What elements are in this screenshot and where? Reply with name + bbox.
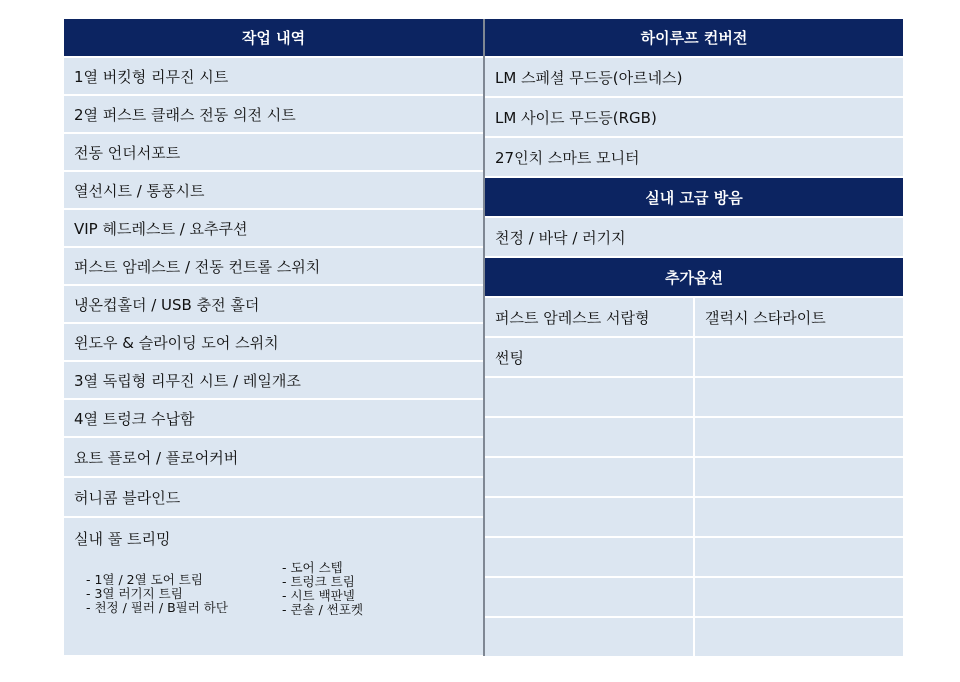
work-item: 4열 트렁크 수납함 <box>64 400 483 438</box>
option-cell <box>485 538 693 576</box>
option-cell <box>485 458 693 496</box>
work-item: 요트 플로어 / 플로어커버 <box>64 438 483 478</box>
work-item: VIP 헤드레스트 / 요추쿠션 <box>64 210 483 248</box>
work-item: 윈도우 & 슬라이딩 도어 스위치 <box>64 324 483 362</box>
option-row <box>485 458 903 498</box>
option-cell <box>695 458 903 496</box>
conversion-item: 27인치 스마트 모니터 <box>485 138 903 176</box>
option-row <box>485 618 903 658</box>
trim-list-2 <box>282 561 363 617</box>
trim-item: - 도어 스텝 <box>282 560 343 575</box>
option-row <box>485 578 903 618</box>
option-cell <box>695 618 903 656</box>
work-item: 전동 언더서포트 <box>64 134 483 172</box>
option-row <box>485 378 903 418</box>
option-row <box>485 418 903 458</box>
option-row <box>485 338 903 378</box>
option-cell <box>695 378 903 416</box>
trim-list-1 <box>86 561 282 617</box>
trim-item: - 트렁크 트림 <box>282 574 355 589</box>
option-cell <box>485 418 693 456</box>
work-header: 작업 내역 <box>64 19 483 58</box>
option-cell <box>485 378 693 416</box>
work-item: 허니콤 블라인드 <box>64 478 483 518</box>
conversion-item-row <box>485 58 903 98</box>
option-cell: 썬팅 <box>485 338 693 376</box>
trim-cell <box>64 518 483 655</box>
conversion-item: LM 사이드 무드등(RGB) <box>485 98 903 136</box>
trim-title: 실내 풀 트리밍 <box>74 530 171 548</box>
work-list-column <box>64 19 483 655</box>
conversion-header: 하이루프 컨버전 <box>485 19 903 58</box>
option-cell <box>695 538 903 576</box>
conversion-item-row <box>485 138 903 178</box>
work-table <box>64 19 903 656</box>
option-cell <box>695 498 903 536</box>
trim-item: - 콘솔 / 썬포켓 <box>282 602 364 617</box>
option-row <box>485 498 903 538</box>
work-item: 퍼스트 암레스트 / 전동 컨트롤 스위치 <box>64 248 483 286</box>
work-item: 열선시트 / 통풍시트 <box>64 172 483 210</box>
trim-item: - 천정 / 필러 / B필러 하단 <box>86 600 228 615</box>
work-item: 3열 독립형 리무진 시트 / 레일개조 <box>64 362 483 400</box>
soundproof-header: 실내 고급 방음 <box>485 178 903 218</box>
option-cell <box>695 578 903 616</box>
option-row <box>485 298 903 338</box>
work-item: 냉온컵홀더 / USB 충전 홀더 <box>64 286 483 324</box>
conversion-item: LM 스페셜 무드등(아르네스) <box>485 58 903 96</box>
soundproof-item-row <box>485 218 903 258</box>
conversion-item-row <box>485 98 903 138</box>
option-row <box>485 538 903 578</box>
option-cell <box>485 618 693 656</box>
option-cell <box>695 338 903 376</box>
trim-item: - 3열 러기지 트림 <box>86 586 183 601</box>
option-cell: 갤럭시 스타라이트 <box>695 298 903 336</box>
option-cell <box>695 418 903 456</box>
option-cell <box>485 498 693 536</box>
option-cell <box>485 578 693 616</box>
options-column <box>485 19 903 658</box>
trim-details <box>86 561 363 617</box>
options-header: 추가옵션 <box>485 258 903 298</box>
work-item: 2열 퍼스트 클래스 전동 의전 시트 <box>64 96 483 134</box>
work-item: 1열 버킷형 리무진 시트 <box>64 58 483 96</box>
soundproof-item: 천정 / 바닥 / 러기지 <box>485 218 903 256</box>
trim-item: - 시트 백판넬 <box>282 588 355 603</box>
trim-item: - 1열 / 2열 도어 트림 <box>86 572 203 587</box>
option-cell: 퍼스트 암레스트 서랍형 <box>485 298 693 336</box>
